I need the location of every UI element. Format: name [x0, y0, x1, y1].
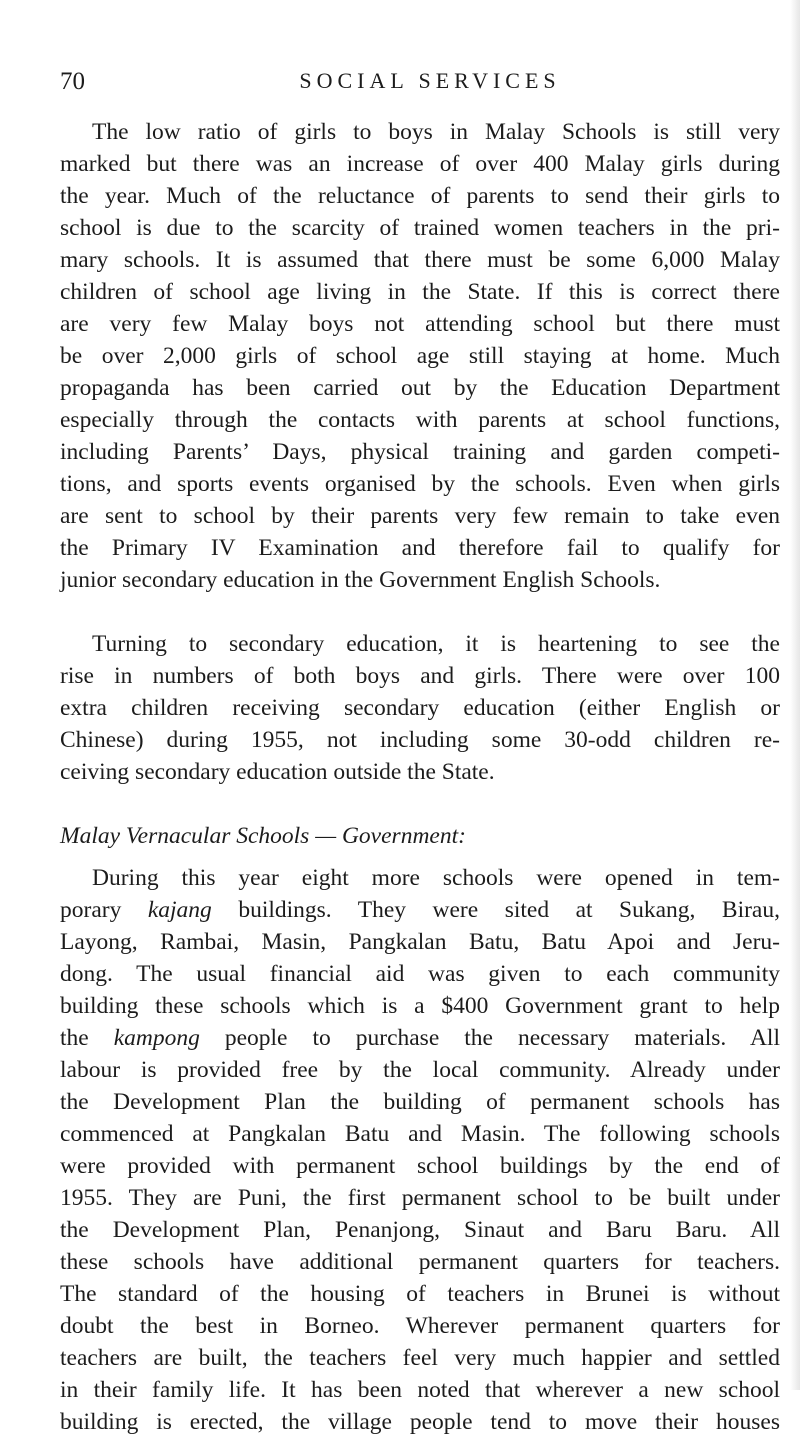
text-line: are sent to school by their parents very few remain to take even: [60, 503, 780, 529]
text-line: rise in numbers of both boys and girls. There were over 100: [60, 663, 780, 689]
section-heading: Malay Vernacular Schools — Government:: [60, 823, 466, 849]
text-line: Layong, Rambai, Masin, Pangkalan Batu, Batu Apoi and Jeru-: [60, 929, 780, 955]
text-line: 1955. They are Puni, the first permanent school to be built under: [60, 1185, 780, 1211]
text-line: marked but there was an increase of over 400 Malay girls during: [60, 151, 780, 177]
text-line: The low ratio of girls to boys in Malay Schools is still very: [92, 119, 780, 145]
text-line: commenced at Pangkalan Batu and Masin. The following schools: [60, 1121, 780, 1147]
body-text: [60, 116, 780, 1438]
text-line: building is erected, the village people tend to move their houses: [60, 1409, 780, 1435]
running-head: SOCIAL SERVICES: [299, 68, 561, 93]
text-line: the year. Much of the reluctance of parents to send their girls to: [60, 183, 780, 209]
text-line: were provided with permanent school buildings by the end of: [60, 1153, 780, 1179]
text-line: propaganda has been carried out by the Education Department: [60, 375, 780, 401]
text-line: Turning to secondary education, it is heartening to see the: [92, 631, 780, 657]
page-header: [60, 68, 760, 104]
text-line: the Development Plan, Penanjong, Sinaut and Baru Baru. All: [60, 1217, 780, 1243]
italic-term: kampong: [113, 1025, 200, 1051]
text-line: the Primary IV Examination and therefore fail to qualify for: [60, 535, 780, 561]
text-line: in their family life. It has been noted that wherever a new school: [60, 1377, 780, 1403]
text-line: labour is provided free by the local community. Already under: [60, 1057, 780, 1083]
text-line: [60, 894, 780, 926]
heading-gap: [60, 852, 780, 862]
paragraph-2: [60, 628, 780, 788]
text-line: ceiving secondary education outside the State.: [60, 759, 495, 785]
text-line: tions, and sports events organised by the schools. Even when girls: [60, 471, 780, 497]
text-line: Chinese) during 1955, not including some 30-odd children re-: [60, 727, 780, 753]
text-line: these schools have additional permanent quarters for teachers.: [60, 1249, 780, 1275]
text-line: The standard of the housing of teachers in Brunei is without: [60, 1281, 780, 1307]
text-line: doubt the best in Borneo. Wherever permanent quarters for: [60, 1313, 780, 1339]
text-line: dong. The usual financial aid was given to each community: [60, 961, 780, 987]
text-line: the Development Plan the building of permanent schools has: [60, 1089, 780, 1115]
text-line: [60, 1022, 780, 1054]
text-run: people to purchase the necessary materials. All: [199, 1025, 780, 1051]
text-run: the: [60, 1025, 114, 1051]
text-line: school is due to the scarcity of trained women teachers in the pri-: [60, 215, 780, 241]
text-line: including Parents’ Days, physical training and garden competi-: [60, 439, 780, 465]
italic-term: kajang: [147, 897, 212, 923]
text-line: children of school age living in the State. If this is correct there: [60, 279, 780, 305]
text-line: building these schools which is a $400 Government grant to help: [60, 993, 780, 1019]
text-line: be over 2,000 girls of school age still staying at home. Much: [60, 343, 780, 369]
paragraph-3: [60, 862, 780, 1438]
page-number: 70: [60, 68, 85, 95]
text-line: especially through the contacts with parents at school functions,: [60, 407, 780, 433]
paragraph-gap: [60, 596, 780, 628]
text-line: are very few Malay boys not attending school but there must: [60, 311, 780, 337]
text-line: junior secondary education in the Government English Schools.: [60, 567, 661, 593]
text-line: mary schools. It is assumed that there must be some 6,000 Malay: [60, 247, 780, 273]
page-edge-shadow: [790, 0, 800, 1390]
text-line: teachers are built, the teachers feel very much happier and settled: [60, 1345, 780, 1371]
text-line: During this year eight more schools were opened in tem-: [92, 865, 780, 891]
paragraph-1: [60, 116, 780, 596]
paragraph-gap: [60, 788, 780, 820]
text-line: extra children receiving secondary education (either English or: [60, 695, 780, 721]
text-run: porary: [60, 897, 148, 923]
text-run: buildings. They were sited at Sukang, Birau,: [211, 897, 780, 923]
